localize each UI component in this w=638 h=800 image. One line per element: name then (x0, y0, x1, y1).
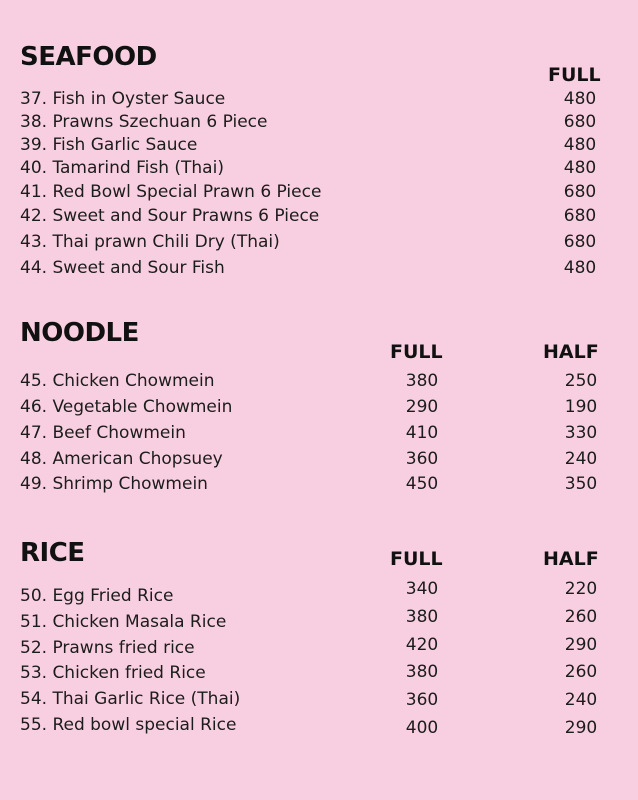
seafood-item-full-price: 680 (563, 232, 597, 252)
noodle-item-full-price: 450 (405, 474, 439, 494)
seafood-item-full-price: 480 (563, 89, 597, 109)
seafood-item-full-price: 480 (563, 258, 597, 278)
rice-item-half-price: 220 (564, 579, 598, 599)
noodle-item-half-price: 240 (564, 449, 598, 469)
seafood-item-name: 42. Sweet and Sour Prawns 6 Piece (20, 206, 320, 226)
rice-half-header: HALF (543, 548, 599, 570)
rice-item-full-price: 420 (405, 635, 439, 655)
rice-item-full-price: 340 (405, 579, 439, 599)
seafood-item-full-price: 680 (563, 112, 597, 132)
rice-item-name: 51. Chicken Masala Rice (20, 612, 227, 632)
noodle-half-header: HALF (543, 341, 599, 363)
seafood-full-header: FULL (548, 64, 601, 86)
rice-item-name: 53. Chicken fried Rice (20, 663, 206, 683)
rice-item-name: 54. Thai Garlic Rice (Thai) (20, 689, 241, 709)
rice-item-full-price: 380 (405, 662, 439, 682)
seafood-title: SEAFOOD (20, 42, 157, 72)
rice-item-name: 52. Prawns fried rice (20, 638, 195, 658)
noodle-item-half-price: 330 (564, 423, 598, 443)
rice-item-half-price: 260 (564, 607, 598, 627)
seafood-item-full-price: 480 (563, 158, 597, 178)
seafood-item-name: 44. Sweet and Sour Fish (20, 258, 225, 278)
seafood-item-full-price: 480 (563, 135, 597, 155)
seafood-item-full-price: 680 (563, 206, 597, 226)
noodle-item-full-price: 360 (405, 449, 439, 469)
rice-title: RICE (20, 538, 85, 568)
rice-item-name: 55. Red bowl special Rice (20, 715, 237, 735)
seafood-item-name: 40. Tamarind Fish (Thai) (20, 158, 224, 178)
rice-item-name: 50. Egg Fried Rice (20, 586, 174, 606)
noodle-item-name: 48. American Chopsuey (20, 449, 223, 469)
rice-full-header: FULL (390, 548, 443, 570)
noodle-item-half-price: 190 (564, 397, 598, 417)
noodle-full-header: FULL (390, 341, 443, 363)
seafood-item-name: 39. Fish Garlic Sauce (20, 135, 198, 155)
noodle-item-name: 46. Vegetable Chowmein (20, 397, 233, 417)
seafood-item-name: 37. Fish in Oyster Sauce (20, 89, 226, 109)
noodle-item-full-price: 410 (405, 423, 439, 443)
noodle-title: NOODLE (20, 318, 139, 348)
seafood-item-name: 43. Thai prawn Chili Dry (Thai) (20, 232, 280, 252)
seafood-item-name: 38. Prawns Szechuan 6 Piece (20, 112, 268, 132)
noodle-item-name: 49. Shrimp Chowmein (20, 474, 208, 494)
rice-item-half-price: 240 (564, 690, 598, 710)
rice-item-full-price: 360 (405, 690, 439, 710)
noodle-item-name: 47. Beef Chowmein (20, 423, 186, 443)
seafood-item-full-price: 680 (563, 182, 597, 202)
noodle-item-name: 45. Chicken Chowmein (20, 371, 215, 391)
seafood-item-name: 41. Red Bowl Special Prawn 6 Piece (20, 182, 322, 202)
rice-item-half-price: 290 (564, 635, 598, 655)
rice-item-full-price: 380 (405, 607, 439, 627)
noodle-item-full-price: 380 (405, 371, 439, 391)
noodle-item-half-price: 350 (564, 474, 598, 494)
rice-item-full-price: 400 (405, 718, 439, 738)
noodle-item-full-price: 290 (405, 397, 439, 417)
rice-item-half-price: 290 (564, 718, 598, 738)
rice-item-half-price: 260 (564, 662, 598, 682)
noodle-item-half-price: 250 (564, 371, 598, 391)
